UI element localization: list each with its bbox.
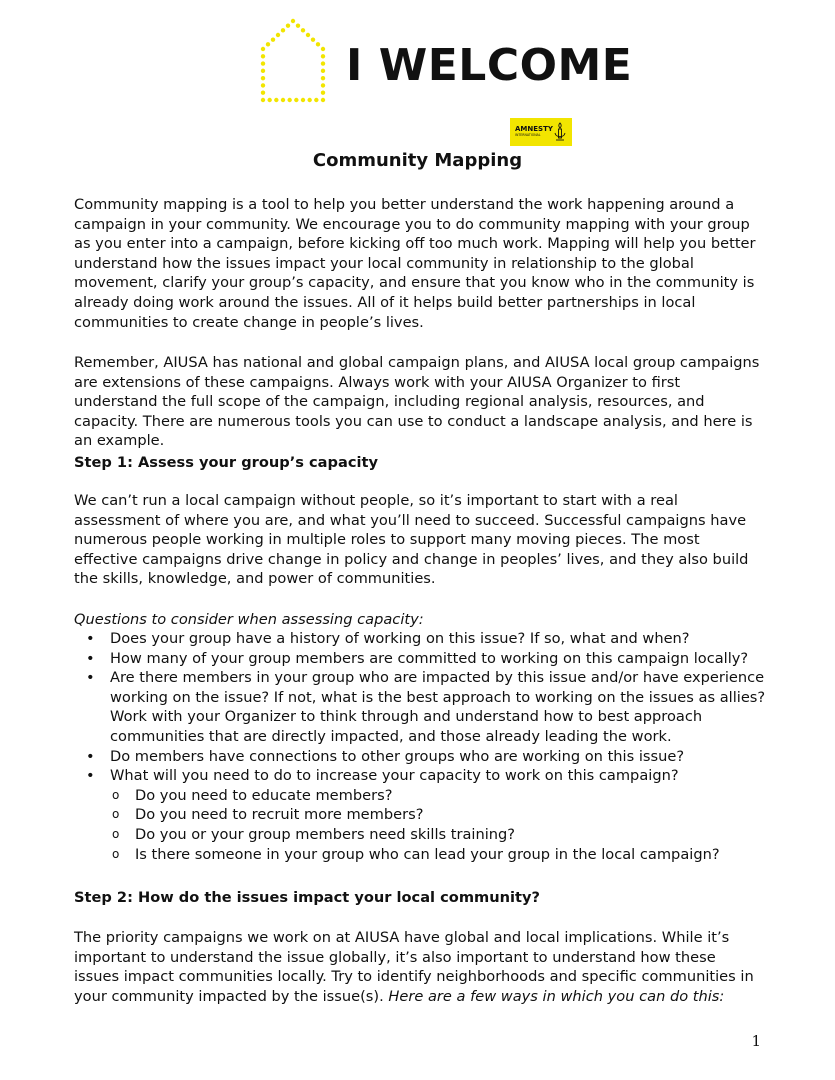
list-item [74,629,774,649]
logo-title: I WELCOME [346,40,633,91]
page-number: 1 [751,1032,761,1050]
amnesty-badge [510,118,572,146]
sub-list-item-text: Do you or your group members need skills training? [135,825,516,843]
bullet-glyph: • [86,747,95,765]
candle-icon [553,121,567,143]
amnesty-badge-sub: INTERNATIONAL [515,133,541,138]
step2-body-text: The priority campaigns we work on at AIUSA have global and local implications. While it’s important to understand the issue globally, it’s also important to understand how these issues impact communities locally. Try to identify neighborhoods and specific communities in your community impacted by the issue(s). [74,929,754,1005]
bullet-glyph: • [86,669,95,687]
sub-list-item [74,786,774,806]
bullet-glyph: • [86,649,95,667]
sub-list-item [74,805,774,825]
sub-bullet-glyph: o [112,807,120,822]
step2-heading: Step 2: How do the issues impact your local community? [74,889,540,906]
step2-body [74,928,764,1006]
questions-label: Questions to consider when assessing capacity: [74,611,424,628]
list-item-text: Are there members in your group who are impacted by this issue and/or have experience working on the issue? If not, what is the best approach to working on the issues as allies? Work with your Organizer to think through and understand how to best approach communities that are directly impacted, and those already leading the work. [110,669,766,745]
sub-list-item-text: Do you need to educate members? [135,786,393,804]
list-item [74,649,774,669]
sub-bullet-glyph: o [112,846,120,861]
step1-body: We can’t run a local campaign without people, so it’s important to start with a real assessment of where you are, and what you’ll need to succeed. Successful campaigns have numerous people working in multiple roles to support many moving pieces. The most effective campaigns drive change in policy and change in peoples’ lives, and they also build the skills, knowledge, and power of communities. [74,492,749,588]
sub-bullet-glyph: o [112,826,120,841]
document-title: Community Mapping [312,150,523,171]
bullet-glyph: • [86,767,95,785]
sub-list-item-text: Do you need to recruit more members? [135,806,424,824]
list-item [74,668,774,746]
list-item-text: Do members have connections to other groups who are working on this issue? [110,747,685,765]
list-item-text: How many of your group members are committed to working on this campaign locally? [110,649,749,667]
capacity-sub-list [110,786,774,864]
capacity-questions-list [74,629,774,864]
step1-heading: Step 1: Assess your group’s capacity [74,454,378,471]
sub-list-item [74,845,774,865]
list-item [74,747,774,767]
step2-body-italic: Here are a few ways in which you can do this: [388,987,725,1005]
bullet-glyph: • [86,630,95,647]
list-item-text: Does your group have a history of working on this issue? If so, what and when? [110,630,690,647]
sub-bullet-glyph: o [112,787,120,802]
list-item-text: What will you need to do to increase your capacity to work on this campaign? [110,767,679,785]
intro-paragraph-1: Community mapping is a tool to help you better understand the work happening around a campaign in your community. We encourage you to do community mapping with your group as you enter into a campaign, before kicking off too much work. Mapping will help you better understand how the issues impact your local community in relationship to the global movement, clarify your group’s capacity, and ensure that you know who in the community is already doing work around the issues. All of it helps build better partnerships in local communities to create change in people’s lives. [74,196,756,331]
intro-paragraph-2: Remember, AIUSA has national and global campaign plans, and AIUSA local group campaigns are extensions of these campaigns. Always work with your AIUSA Organizer to first understand the full scope of the campaign, including regional analysis, resources, and capacity. There are numerous tools you can use to conduct a landscape analysis, and here is an example. [74,354,760,450]
list-item [74,766,774,864]
house-logo-icon [255,15,330,107]
amnesty-badge-main: AMNESTY [515,125,553,134]
sub-list-item-text: Is there someone in your group who can lead your group in the local campaign? [135,845,720,863]
sub-list-item [74,825,774,845]
